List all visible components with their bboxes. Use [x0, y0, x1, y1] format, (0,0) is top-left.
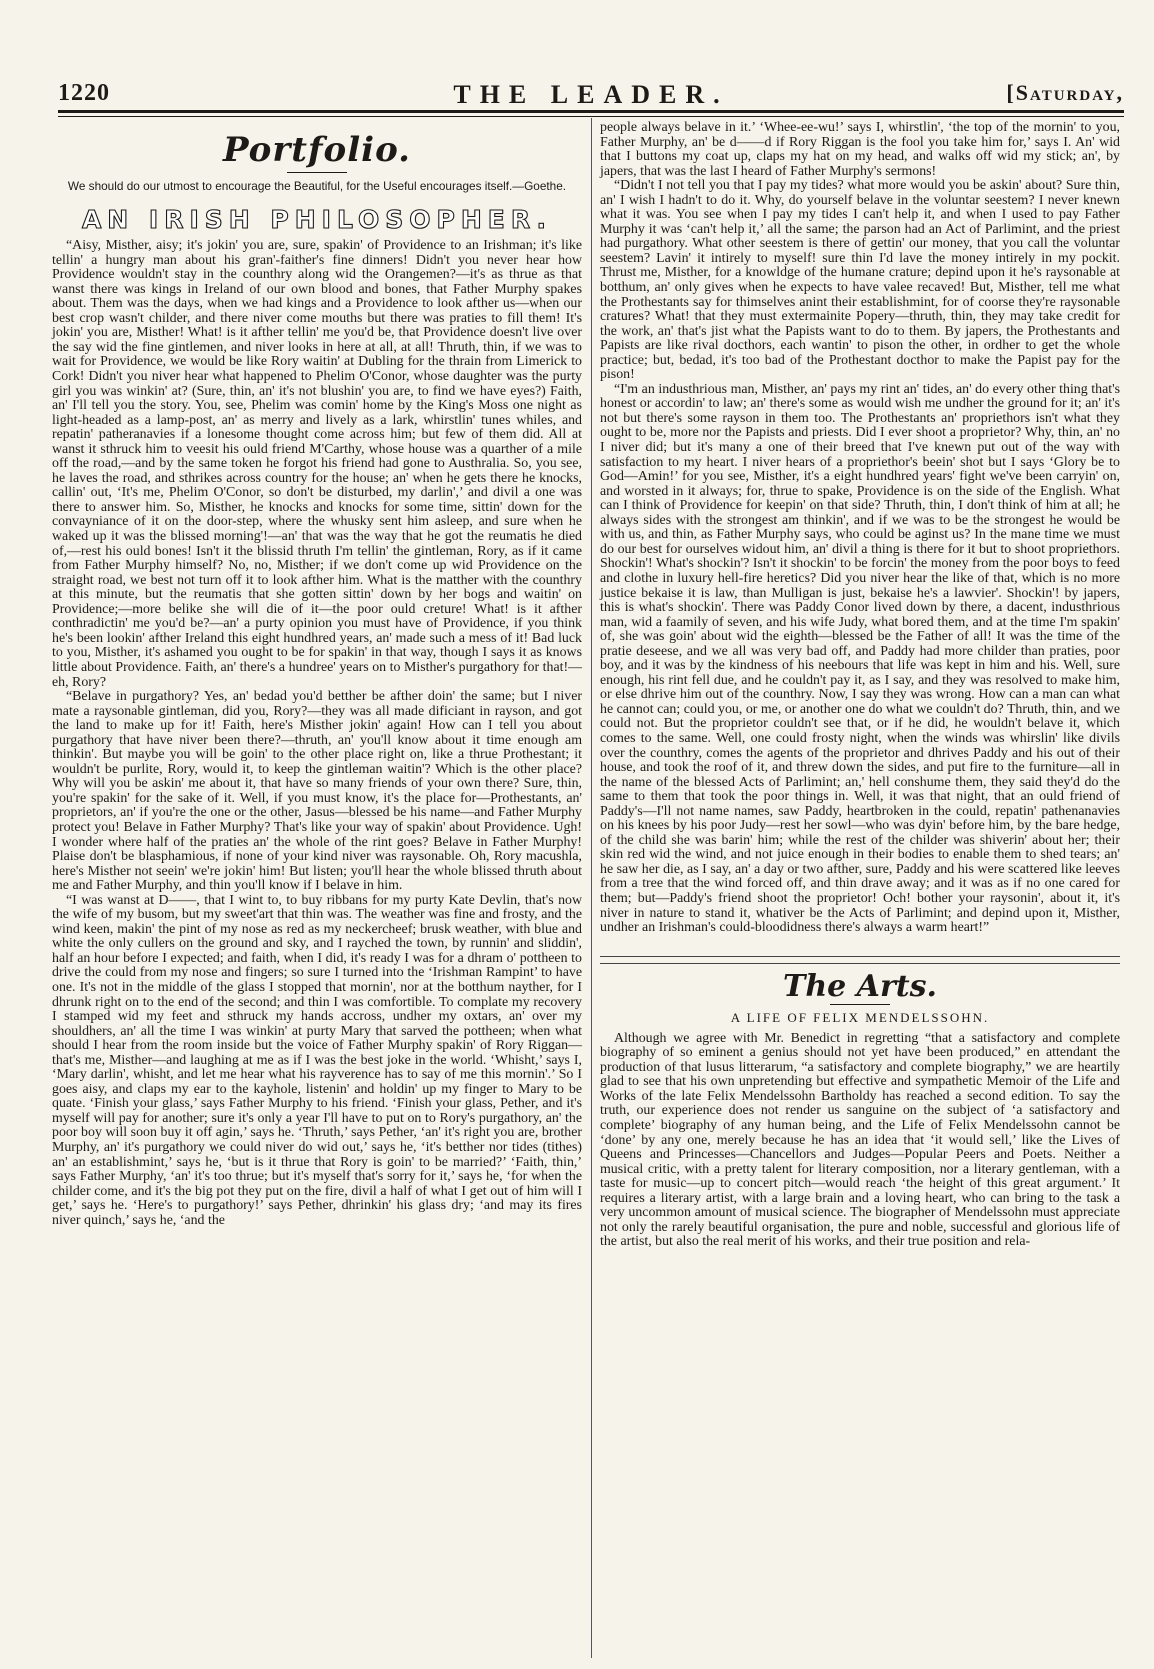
article-title: AN IRISH PHILOSOPHER.: [81, 204, 553, 234]
section-divider: [600, 956, 1120, 957]
section-divider-thin: [600, 963, 1120, 964]
right-column: [600, 121, 1120, 1250]
page-number: 1220: [58, 80, 110, 106]
article-paragraph: people always belave in it.’ ‘Whee-ee-wu!’ says I, whirstlin', ‘the top of the mornin' to you, Father Murphy, an' be d——d if Rory Riggan is the fool you take him for,’ says I. An' wid that I buttons my coat up, claps my hat on my head, and walks off wid my stick; an', by japers, that was the last I heard of Father Murphy's sermons!: [600, 120, 1120, 179]
header-rule-thick: [58, 110, 1124, 113]
article-paragraph: “I'm an industhrious man, Misther, an' pays my rint an' tides, an' do every other thing that's honest or accordin' to law; an' there's some as would wish me undher the ground for it; an' it's not but there's some rayson in them too. The Prothestants an' propriethors isn't what they ought to be, more nor the Papists and priests. Did I ever shoot a proprietor? Why, thin, an' no I niver did; but it's many a one of their breed that I've knewn put out of the way with satisfaction to my heart. I niver hears of a propriethor's beein' shot but I says ‘Glory be to God—Amin!’ for you see, Misther, it's a eight hundhred years' fight we've been carryin' on, and worsted in it always; for, thrue to spake, Providence is on the side of the English. What can I think of Providence for keepin' on that side? Thruth, thin, I don't think of him at all; he always sides with the strongest am thinkin', and if we was to be the strongest he would be with us, and thin, as Father Murphy says, who could be aginst us? In the mane time we must do our best for ourselves widout him, an' divil a thing is there for it but to shoot propriethors. Shockin'! What's shockin'? Isn't it shockin' to be forcin' the money from the poor boys to feed and clothe in luxury hell-fire heretics? Did you niver hear the like of that, which is no more justice bekaise it is law, than Mulligan is just, bekaise he's a lawvier'. Shockin'! by japers, this is what's shockin'. There was Paddy Conor lived down by there, a dacent, industhrious man, wid a faamily of seven, and his wife Judy, what bored them, and at the time I'm spakin' of, she was goin' about wid the eighth—blessed be the Father of all! It was the time of the pratie deseese, and we all was very bad off, and Paddy had more childer than praties, poor boy, and it was by the kindness of his neebours that life was kept in him and his. Well, sure enough, his rint fell due, and he couldn't pay it, as I say, and they was resolved to make him, or else dhrive him out of the counthry. Now, I say they was wrong. How can a man can what he cannot can; could you, or me, or another one do what we couldn't do? Thruth, thin, and we could not. But the proprietor couldn't see that, or if he did, he wouldn't belave it, which comes to the same. Well, one could frosty night, when the winds was whirslin' like divils over the counthry, comes the agents of the proprietor and dhrives Paddy and his out of their house, and took the roof of it, and threw down the sides, and put fire to the furniture—all in the name of the blessed Acts of Parlimint; an,' hell conshume them, they said they'd do the same to them that took the poor things in. Well, it was that night, that an ould friend of Paddy's—I'll not name names, saw Paddy, heartbroken in the could, repatin' pathenanavies on his knees by his poor Judy—rest her sowl—who was dyin' before him, by the bare hedge, of the child she was barin' him; while the rest of the childer was shiverin' about her; their skin red wid the wind, and not juice enough in their bodies to enable them to shed tears; an' he saw her die, as I say, an' a day or two afther, sure, Paddy and his were scattered like leeves from a tree that the wind forced off, and thin drave away; and it was as if no one cared for them; but—Paddy's friend shoot the proprietor! Och! bother your raysonin', about it, it's niver in nature to stand it, whativer be the Acts of Parlimint; and depind upon it, Misther, undher an Irishman's could-bloodidness there's always a warm heart!”: [600, 381, 1120, 936]
section-title-portfolio: Portfolio.: [222, 130, 411, 170]
masthead: THE LEADER.: [453, 80, 729, 109]
issue-day: [Saturday,: [1006, 80, 1124, 105]
arts-rule: [830, 1004, 890, 1005]
motto: We should do our utmost to encourage the Beautiful, for the Useful encourages itself.—Goethe.: [67, 178, 567, 193]
header-rule-thin: [58, 116, 1124, 117]
left-column: [52, 121, 582, 1228]
review-paragraph: Although we agree with Mr. Benedict in regretting “that a satisfactory and complete biography of so eminent a genius should not yet have been produced,” en attendant the production of that lusus litterarum, “a satisfactory and complete biography,” we are heartily glad to see that his own unpretending but effective and sympathetic Memoir of the Life and Works of the late Felix Mendelssohn Bartholdy has reached a second edition. To say the truth, our experience does not render us sanguine on the subject of ‘a satisfactory and complete’ biography of any human being, and the Life of Felix Mendelssohn cannot be ‘done’ by any one, merely because he has an idea that ‘it would sell,’ like the Lives of Queens and Princesses—Chancellors and Judges—Popular Peers and Poets. Neither a musical critic, with a pretty talent for literary composition, nor a literary gentleman, with a taste for music—up to concert pitch—would reach ‘the height of this great argument.’ It requires a literary artist, with a large brain and a loving heart, who can bring to the task a very uncommon amount of musical science. The biographer of Mendelssohn must appreciate not only the rarely beautiful organisation, the pure and noble, successful and glorious life of the artist, but also the real merit of his works, and their true position and rela-: [600, 1030, 1120, 1250]
page-header: [58, 80, 1124, 108]
article-paragraph: “Belave in purgathory? Yes, an' bedad you'd betther be afther doin' the same; but I niver mate a raysonable gintleman, did you, Rory?—they was all made dificiant in rayson, and got the land to make up for it! Faith, here's Misther jokin' again! How can I tell you about purgathory that have niver been there?—thruth, an' you'll know about it time enough am thinkin'. But maybe you will be goin' to the other place right on, like a thrue Prothestant; it wouldn't be purlite, Rory, would it, to keep the gintleman waitin'? Which is the other place? Why will you be askin' me about it, that have so many friends of your own there? Sure, thin, you're spakin' for the sake of it. Well, if you must know, it's the place for—Prothestants, an' proprietors, an' if you're the one or the other, Jasus—blessed be his name—and Father Murphy protect you! Belave in Father Murphy? That's like your way of spakin' about Providence. Ugh! I wonder where half of the praties an' the whole of the rint goes? Belave in Father Murphy! Plaise don't be blasphamious, if none of your kind niver was raysonable. Oh, Rory macushla, here's Misther not seein' we're jokin' him! But listen; you'll hear the whole blissed thruth about me and Father Murphy, and thin you'll know if I belave in him.: [52, 689, 582, 894]
section-title-arts: The Arts.: [783, 968, 937, 1004]
article-paragraph: “Didn't I not tell you that I pay my tides? what more would you be askin' about? Sure thin, an' I wish I hadn't to do it. Why, do yourself belave in the voluntar seestem? I never knewn what it was. You see when I pay my tides I can't help it, and when I used to pay Father Murphy it was ‘can't help it,’ all the same; the parson had an Act of Parlimint, and the priest had purgathory. What other seestem is there of gettin' our money, that you call the voluntar seestem? Lavin' it intirely to myself! sure thin I'd lave the money intirely in my pockit. Thrust me, Misther, for a knowldge of the humane crature; depind upon it he's raysonable at botthum, an' only gives when he expects to have valee recaved! But, Misther, tell me what the Prothestants say for thimselves anint their establishmint, for of coorse they're raysonable cratures? What! that they must extermainite Popery—thruth, thin, they may take credit for the work, an' that's jist what the Papists want to do to them. By japers, the Prothestants and Papists are like rival docthors, each wantin' to pison the other, in ordher to get the whole practice; but, bedad, it's too bad of the Prothestant docthor to make the Papist pay for the pison!: [600, 178, 1120, 383]
article-paragraph: “I was wanst at D——, that I wint to, to buy ribbans for my purty Kate Devlin, that's now the wife of my busom, but my sweet'art that thin was. The weather was fine and frosty, and the wind keen, makin' the pint of my nose as red as my neckercheef; brusk weather, with blue and white the only cullers on the ground and sky, and I rayched the town, by runnin' and sliddin', half an hour before I expected; and faith, when I did, it's ready I was for a dhram o' pottheen to drive the could from my nose and fingers; so sure I turned into the ‘Irishman Rampint’ to have one. It's not in the middle of the glass I stopped that mornin', nor at the botthum nayther, for I dhrunk right on to the end of the second; and thin I was comfortible. To complate my recovery I stamped wid my feet and sthruck my hands accross, undher my oxtars, an' over my shouldhers, an' all the time I was winkin' at purty Mary that sarved the pottheen; when what should I hear from the room inside but the voice of Father Murphy spakin' of Rory Riggan—that's me, Misther—and laughing at me as if I was the best joke in the world. ‘Whisht,’ says I, ‘Mary darlin', whisht, and let me hear what his rayverence has to say of me this mornin'.’ So I goes aisy, and claps my ear to the kayhole, listenin' and holdin' up my finger to Mary to be quate. ‘Finish your glass,’ says Father Murphy to his friend. ‘Finish your glass, Pether, and it's myself will pay for another; sure it's only a year I'll have to put on to Rory's purgathory, an' the poor boy will soon buy it off agin,’ says he. ‘Thruth,’ says Pether, ‘an' it's right you are, brother Murphy, an' it's purgathory we could niver do wid out,’ says he, ‘it's betther nor tides (tithes) an' an establishmint,’ says he, ‘but is it thrue that Rory is goin' to be married?’ ‘Faith, thin,’ says Father Murphy, ‘an' it's too thrue; but it's myself that's sorry for it,’ says he, ‘for when the childer come, and it's the big pot they put on the fire, divil a half of what I get out of him will I get,’ says he. ‘Here's to purgathory!’ says Pether, dhrinkin' his glass dry; ‘and may its fires niver quinch,’ says he, ‘and the: [52, 892, 582, 1228]
column-divider: [591, 118, 592, 1658]
review-title: A LIFE OF FELIX MENDELSSOHN.: [730, 1010, 990, 1026]
motto-rule: [287, 172, 347, 173]
article-paragraph: “Aisy, Misther, aisy; it's jokin' you are, sure, spakin' of Providence to an Irishman; it's like tellin' a hungry man about his gran'-faither's fine dinners! Didn't you never hear how Providence wouldn't stay in the counthry along wid the Orangemen?—it's as thrue as that wanst there was kings in Ireland of our own blood and bones, that Father Murphy spakes about. Them was the days, when we had kings and a Providence to look afther us—when our best crop wasn't childer, and there niver come mouths but there was praties to fill them! It's jokin' you are, Misther! What! is it afther tellin' me you'd be, that Providence doesn't live over the say wid the fine gintlemen, and niver looks in here at all, at all! Thruth, thin, if we was to wait for Providence, we would be like Rory waitin' at Dubling for the thrain from Limerick to Cork! Didn't you niver hear what happened to Phelim O'Conor, whose daughter was the purty girl you was winkin' at? (Sure, thin, an' it's not blushin' you are, to find we have eyes?) Faith, an' I'll tell you the story. You, see, Phelim was comin' home by the King's Moss one night as light-headed as a lamp-post, an' as merry and lively as a lark, whirstlin' tunes whiles, and repatin' patheranavies if a lonesome thought come across him; but few of them did. All at wanst it sthruck him to veesit his ould friend M'Carthy, whose house was a quarther of a mile off the road,—and by the same token he forgot his friend had gone to Austhralia. So, you see, he laves the road, and sthrikes across country for the house; an' when he gets there he knocks, callin' out, ‘It's me, Phelim O'Conor, so don't be disturbed, my darlin',’ and divil a one was there to answer him. So, Misther, he knocks and knocks for some time, sittin' down for the convayniance of it on the door-step, where the whusky sent him asleep, and sure when he waked up it was the blissed morning'!—an' that was the way that he got the reumatis he died of,—rest his ould bones! Isn't it the blissid thruth I'm tellin' the gintleman, Rory, as if it came from Father Murphy himself? No, no, Misther; if we don't come up wid Providence on the straight road, we best not turn off it to look afther him. What is the matther with the counthry at this minute, but the reumatis that she gotten sittin' down by her bogs and waitin' on Providence;—more belike she will die of it—the poor ould creture! What! is it afther conthradictin' me you'd be?—an' a purty opinion you must have of Providence, if you think he's been lookin' afther Ireland this eight hundhred years, an' made such a mess of it! Bad luck to you, Misther, it's ashamed you ought to be for spakin' in that way, though I says it as knows little about Providence. Faith, an' there's a hundree' years on to Misther's purgathory for that!—eh, Rory?: [52, 238, 582, 690]
